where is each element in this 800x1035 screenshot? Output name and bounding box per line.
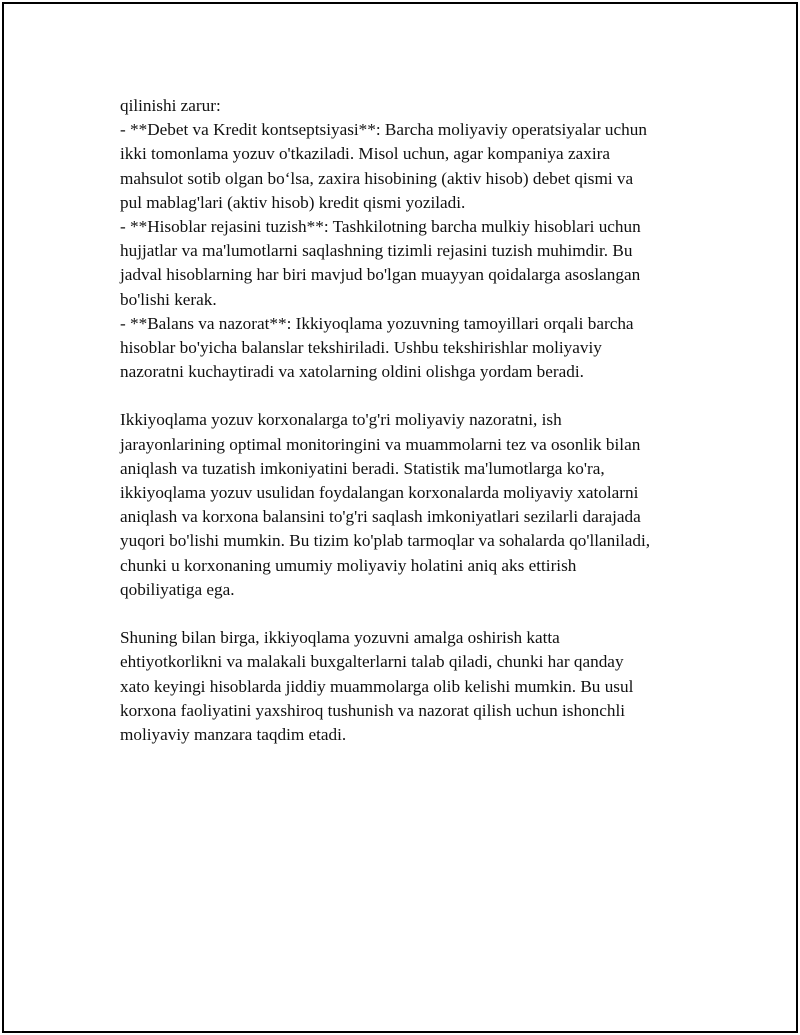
text-line: jarayonlarining optimal monitoringini va muammolarni tez va osonlik bilan: [120, 434, 641, 454]
text-line: chunki u korxonaning umumiy moliyaviy holatini aniq aks ettirish: [120, 555, 577, 575]
paragraph-ikkiyoqlama: [120, 408, 706, 602]
document-body: [120, 94, 706, 747]
text-line: aniqlash va korxona balansini to'g'ri saqlash imkoniyatlari sezilarli darajada: [120, 507, 641, 527]
list-item-balans-nazorat: [120, 312, 706, 385]
text-line: pul mablag'lari (aktiv hisob) kredit qismi yoziladi.: [120, 192, 466, 212]
document-page: [2, 2, 798, 1033]
text-line: hisoblar bo'yicha balanslar tekshiriladi. Ushbu tekshirishlar moliyaviy: [120, 337, 602, 357]
list-item-debet-kredit: [120, 118, 706, 215]
text-line: aniqlash va tuzatish imkoniyatini beradi. Statistik ma'lumotlarga ko'ra,: [120, 458, 605, 478]
text-line: yuqori bo'lishi mumkin. Bu tizim ko'plab tarmoqlar va sohalarda qo'llaniladi,: [120, 531, 651, 551]
text-line: - **Hisoblar rejasini tuzish**: Tashkilotning barcha mulkiy hisoblari uchun: [120, 216, 641, 236]
text-line: Ikkiyoqlama yozuv korxonalarga to'g'ri moliyaviy nazoratni, ish: [120, 410, 562, 430]
text-line: hujjatlar va ma'lumotlarni saqlashning tizimli rejasini tuzish muhimdir. Bu: [120, 241, 633, 261]
text-line: xato keyingi hisoblarda jiddiy muammolarga olib kelishi mumkin. Bu usul: [120, 676, 634, 696]
text-line: - **Balans va nazorat**: Ikkiyoqlama yozuvning tamoyillari orqali barcha: [120, 313, 634, 333]
text-line: Shuning bilan birga, ikkiyoqlama yozuvni amalga oshirish katta: [120, 628, 560, 648]
text-line: - **Debet va Kredit kontseptsiyasi**: Barcha moliyaviy operatsiyalar uchun: [120, 120, 647, 140]
text-line: korxona faoliyatini yaxshiroq tushunish va nazorat qilish uchun ishonchli: [120, 700, 626, 720]
text-line: bo'lishi kerak.: [120, 289, 217, 309]
text-line: qobiliyatiga ega.: [120, 579, 235, 599]
text-line: ikkiyoqlama yozuv usulidan foydalangan korxonalarda moliyaviy xatolarni: [120, 483, 639, 502]
text-line: ehtiyotkorlikni va malakali buxgalterlarni talab qiladi, chunki har qanday: [120, 652, 624, 672]
text-line: moliyaviy manzara taqdim etadi.: [120, 724, 347, 744]
text-line: mahsulot sotib olgan bo‘lsa, zaxira hisobining (aktiv hisob) debet qismi va: [120, 168, 634, 188]
paragraph-spacer: [120, 384, 706, 408]
paragraph-shuning-bilan-birga: [120, 626, 706, 747]
text-line: ikki tomonlama yozuv o'tkaziladi. Misol uchun, agar kompaniya zaxira: [120, 144, 610, 164]
paragraph-spacer: [120, 602, 706, 626]
text-line: jadval hisoblarning har biri mavjud bo'lgan muayyan qoidalarga asoslangan: [120, 265, 641, 285]
text-line: nazoratni kuchaytiradi va xatolarning oldini olishga yordam beradi.: [120, 362, 584, 382]
list-item-hisoblar-rejasi: [120, 215, 706, 312]
intro-fragment: qilinishi zarur:: [120, 96, 221, 115]
